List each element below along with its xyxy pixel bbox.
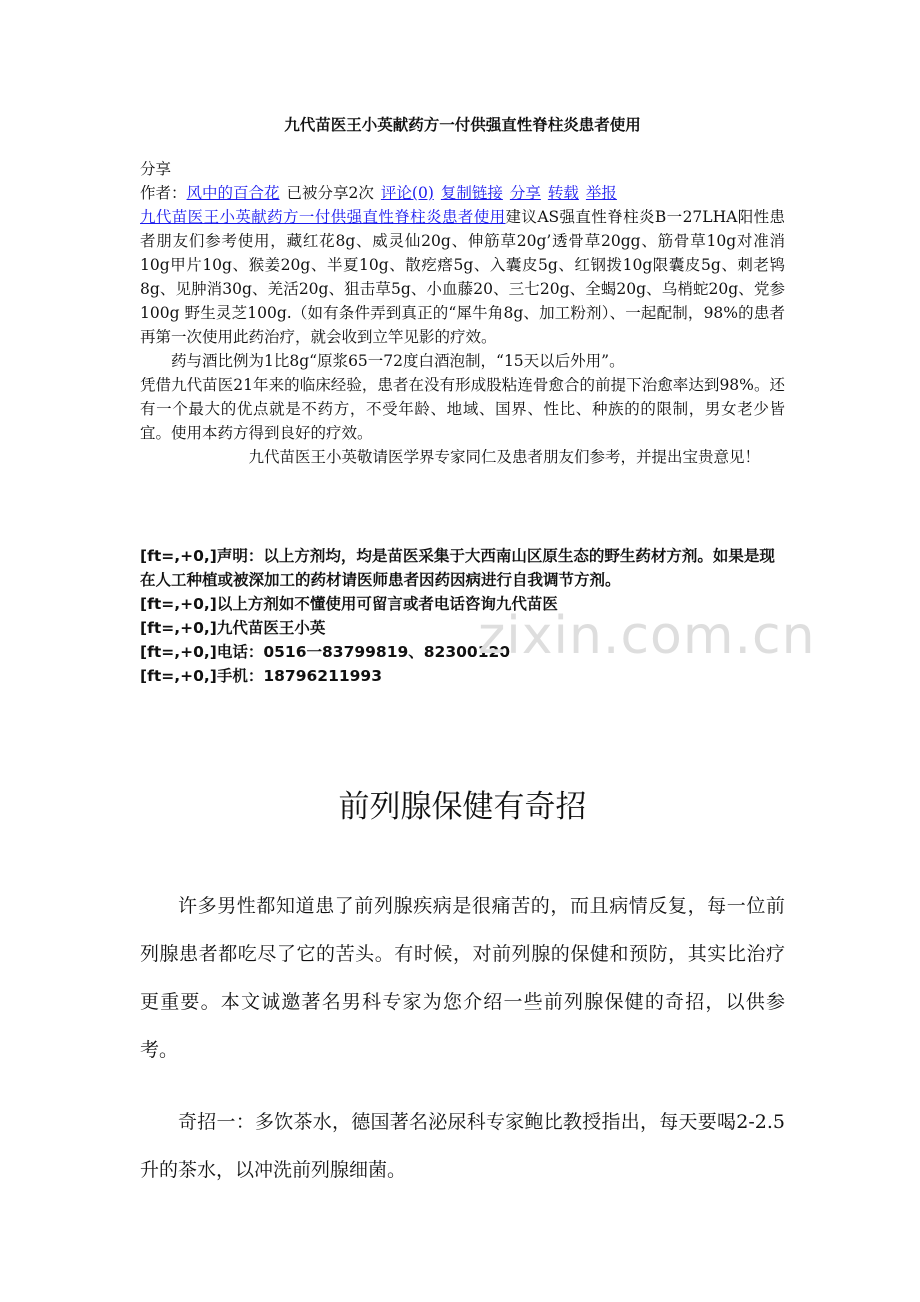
section-body (140, 882, 785, 1194)
notice-phone: [ft=,+0,]电话：0516一83799819、82300120 (140, 643, 511, 661)
notice-mobile: [ft=,+0,]手机：18796211993 (140, 667, 382, 685)
section-title: 前列腺保健有奇招 (338, 789, 587, 825)
prescription-text: 建议AS强直性脊柱炎B一27LHA阳性患者朋友们参考使用，藏红花8g、威灵仙20g、伸筋草20g’透骨草20gg、筋骨草10g对准消10g甲片10g、猴姜20g、半夏10g、散疙瘩5g、入囊皮5g、红钢拨10g限囊皮5g、刺老鸨8g、见肿消30g、羌活20g、狙击草5g、小血藤20、三七20g、全蝎20g、乌梢蛇20g、党参100g 野生灵芝100g.（如有条件弄到真正的“犀牛角8g、加工粉剂）、一起配制，98%的患者再第一次使用此药治疗，就会收到立竿见影的疗效。 (140, 208, 785, 346)
share-link[interactable]: 分享 (509, 184, 541, 202)
repost-link[interactable]: 转载 (547, 184, 579, 202)
paragraph-prescription (140, 205, 785, 349)
section-paragraph-tip-one: 奇招一：多饮茶水，德国著名泌尿科专家鲍比教授指出，每天要喝2-2.5升的茶水，以冲洗前列腺细菌。 (140, 1111, 785, 1181)
author-link[interactable]: 风中的百合花 (186, 184, 280, 202)
notice-statement: [ft=,+0,]声明：以上方剂均，均是苗医采集于大西南山区原生态的野生药材方剂。如果是现在人工种植或被深加工的药材请医师患者因药因病进行自我调节方剂。 (140, 547, 775, 589)
share-count: 已被分享2次 (286, 184, 374, 202)
article-title-link[interactable]: 九代苗医王小英献药方一付供强直性脊柱炎患者使用 (140, 208, 506, 226)
section-paragraph-intro: 许多男性都知道患了前列腺疾病是很痛苦的，而且病情反复，每一位前列腺患者都吃尽了它的苦头。有时候，对前列腺的保健和预防，其实比治疗更重要。本文诚邀著名男科专家为您介绍一些前列腺保健的奇招，以供参考。 (140, 895, 785, 1061)
notice-consult: [ft=,+0,]以上方剂如不懂使用可留言或者电话咨询九代苗医 (140, 595, 558, 613)
notice-block (140, 544, 785, 688)
notice-author: [ft=,+0,]九代苗医王小英 (140, 619, 326, 637)
author-line (140, 181, 785, 205)
paragraph-invitation: 九代苗医王小英敬请医学界专家同仁及患者朋友们参考，并提出宝贵意见！ (248, 448, 761, 466)
paragraph-ratio: 药与酒比例为1比8g“原浆65一72度白酒泡制，“15天以后外用”。 (171, 352, 625, 370)
copy-link[interactable]: 复制链接 (440, 184, 503, 202)
article-body (140, 157, 785, 469)
watermark: zixin.com.cn (478, 606, 816, 666)
report-link[interactable]: 举报 (585, 184, 617, 202)
paragraph-experience: 凭借九代苗医21年来的临床经验，患者在没有形成股粘连骨愈合的前提下治愈率达到98%。还有一个最大的优点就是不药方，不受年龄、地域、国界、性比、种族的的限制，男女老少皆宜。使用本药方得到良好的疗效。 (140, 376, 785, 442)
author-label: 作者： (140, 184, 187, 202)
article-title: 九代苗医王小英献药方一付供强直性脊柱炎患者使用 (284, 116, 641, 134)
comment-link[interactable]: 评论(0) (380, 184, 434, 202)
share-heading: 分享 (140, 160, 172, 178)
